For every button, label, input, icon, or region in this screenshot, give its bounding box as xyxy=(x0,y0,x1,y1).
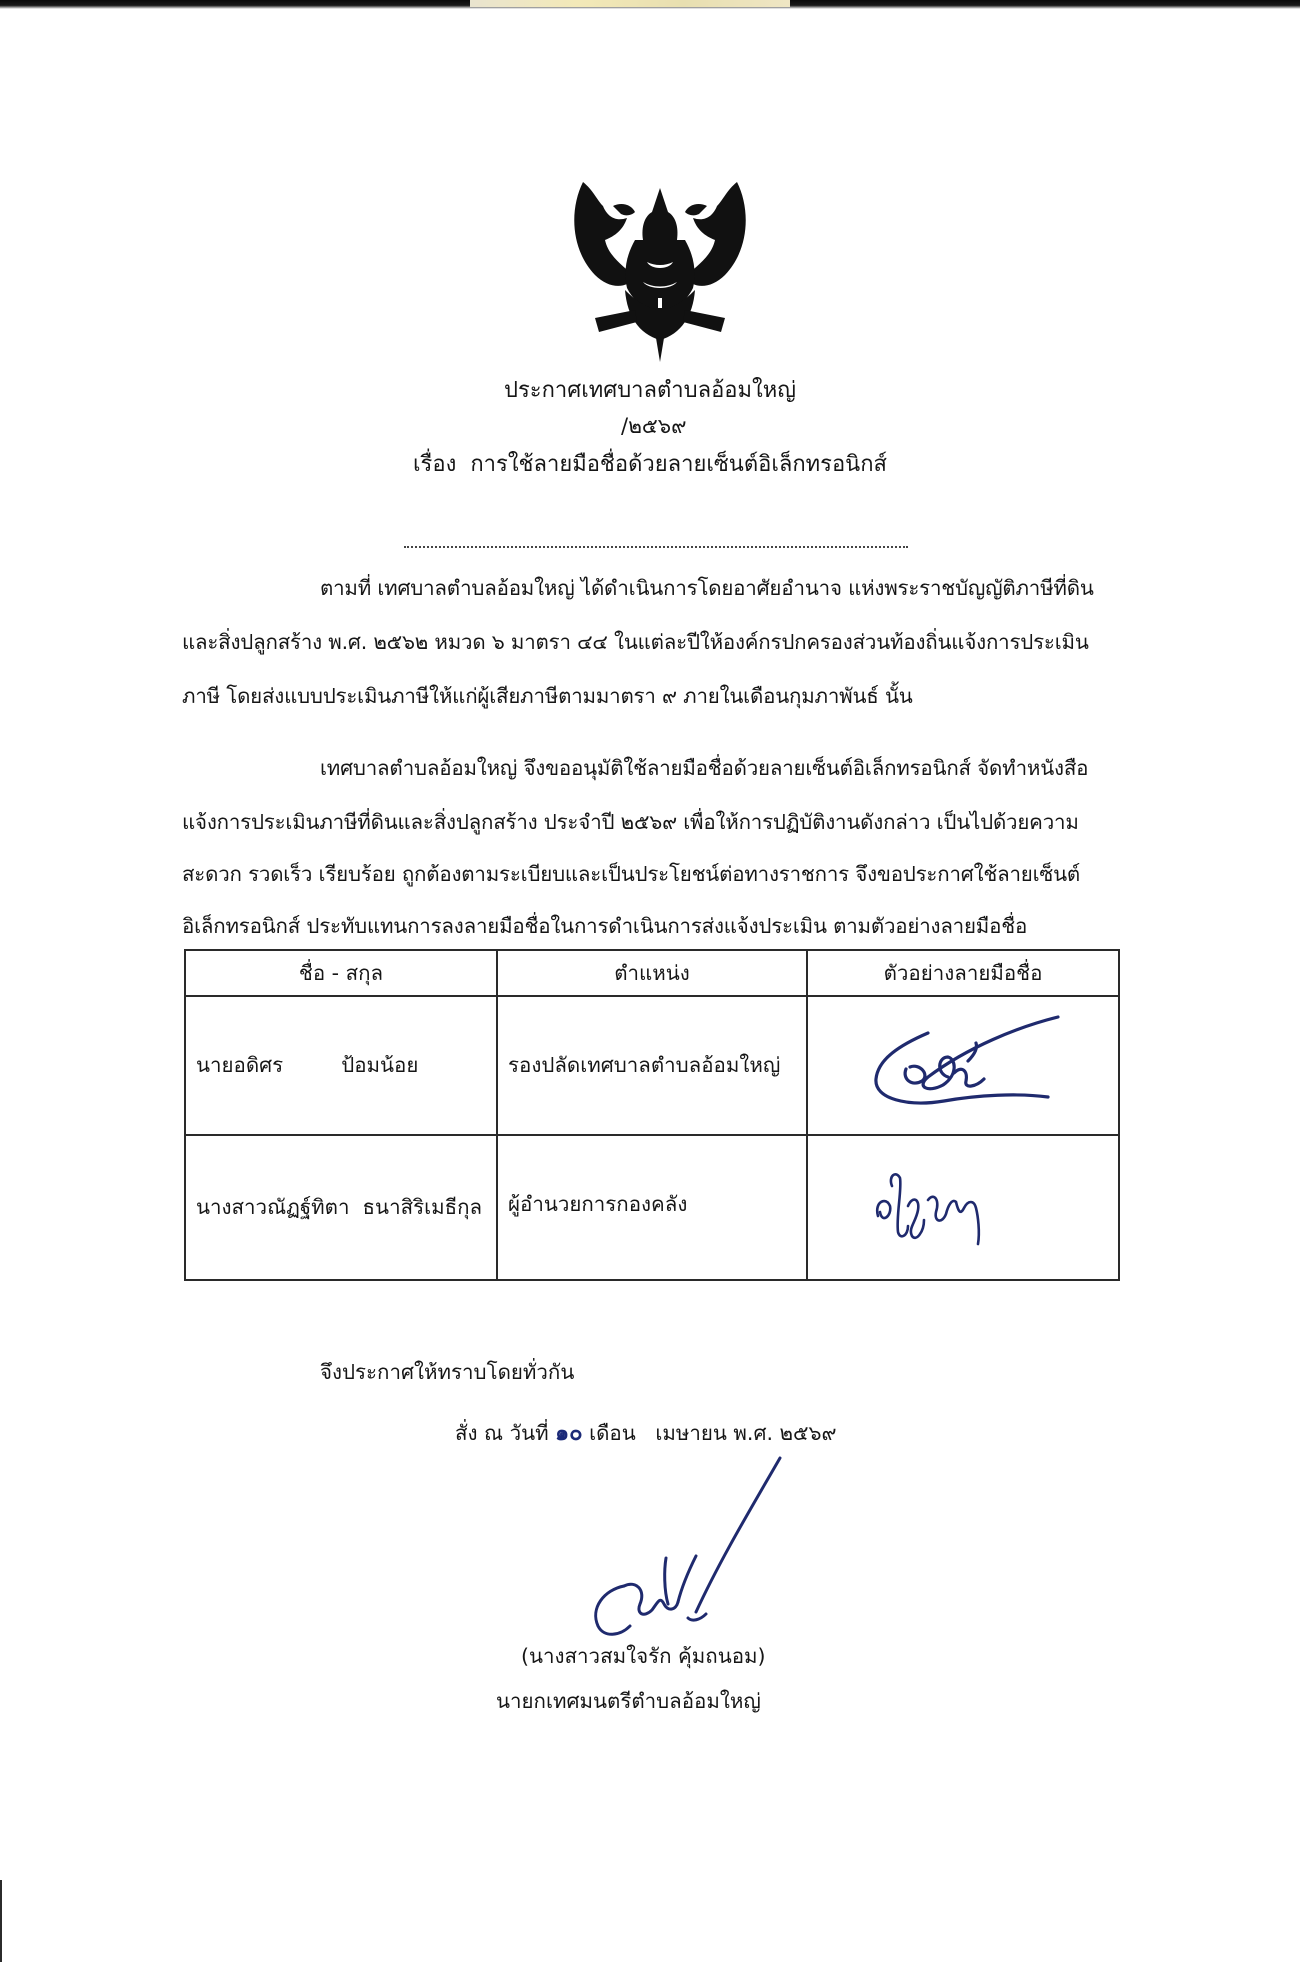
paragraph-2-line-1: เทศบาลตำบลอ้อมใหญ่ จึงขออนุมัติใช้ลายมือชื่อด้วยลายเซ็นต์อิเล็กทรอนิกส์ จัดทำหนังสือ xyxy=(320,756,1089,780)
garuda-emblem-icon xyxy=(565,170,755,365)
scan-edge-highlight xyxy=(470,0,790,7)
paragraph-2-line-2: แจ้งการประเมินภาษีที่ดินและสิ่งปลูกสร้าง ประจำปี ๒๕๖๙ เพื่อให้การปฏิบัติงานดังกล่าว เป็นไปด้วยความ xyxy=(182,810,1079,834)
first-name: นายอดิศร xyxy=(196,1053,284,1077)
signature-sample-table xyxy=(184,949,1120,1281)
header-position: ตำแหน่ง xyxy=(497,950,807,996)
first-name: นางสาวณัฏฐ์ทิตา xyxy=(196,1195,350,1219)
date-day: ๑๐ xyxy=(555,1421,583,1446)
cell-name xyxy=(185,996,497,1135)
cell-signature xyxy=(807,1135,1119,1280)
cell-signature xyxy=(807,996,1119,1135)
scan-left-edge xyxy=(0,1880,2,1962)
date-year-label: พ.ศ. xyxy=(733,1421,773,1445)
separator-dotted-line xyxy=(404,546,908,548)
date-prefix: สั่ง ณ วันที่ xyxy=(455,1421,549,1445)
document-subject xyxy=(0,446,1300,481)
handwritten-signature-icon xyxy=(808,1136,1122,1273)
closing-statement: จึงประกาศให้ทราบโดยทั่วกัน xyxy=(320,1360,575,1384)
cell-position: ผู้อำนวยการกองคลัง xyxy=(497,1135,807,1280)
date-month-label: เดือน xyxy=(589,1421,636,1445)
scan-top-edge xyxy=(0,0,1300,9)
paragraph-1-line-3: ภาษี โดยส่งแบบประเมินภาษีให้แก่ผู้เสียภาษีตามมาตรา ๙ ภายในเดือนกุมภาพันธ์ นั้น xyxy=(182,684,913,708)
document-title: ประกาศเทศบาลตำบลอ้อมใหญ่ xyxy=(503,378,797,403)
signatory-name: (นางสาวสมใจรัก คุ้มถนอม) xyxy=(521,1644,766,1668)
paragraph-1-line-2: และสิ่งปลูกสร้าง พ.ศ. ๒๕๖๒ หมวด ๖ มาตรา ๔๔ ในแต่ละปีให้องค์กรปกครองส่วนท้องถิ่นแจ้งการประเมิน xyxy=(182,630,1089,654)
subject-label: เรื่อง xyxy=(413,452,457,477)
handwritten-signature-icon xyxy=(808,997,1122,1134)
date-month: เมษายน xyxy=(655,1421,727,1445)
mayor-signature-icon xyxy=(560,1440,860,1640)
signatory-position: นายกเทศมนตรีตำบลอ้อมใหญ่ xyxy=(496,1689,761,1713)
table-row xyxy=(185,1135,1119,1280)
header-signature: ตัวอย่างลายมือชื่อ xyxy=(807,950,1119,996)
document-number: /๒๕๖๙ xyxy=(621,414,687,438)
last-name: ธนาสิริเมธีกุล xyxy=(362,1195,483,1219)
table-header-row xyxy=(185,950,1119,996)
cell-name xyxy=(185,1135,497,1280)
header-name: ชื่อ - สกุล xyxy=(185,950,497,996)
last-name: ป้อมน้อย xyxy=(341,1053,419,1077)
table-row xyxy=(185,996,1119,1135)
paragraph-2-line-4: อิเล็กทรอนิกส์ ประทับแทนการลงลายมือชื่อในการดำเนินการส่งแจ้งประเมิน ตามตัวอย่างลายมือชื่อ xyxy=(182,914,1028,938)
paragraph-2-line-3: สะดวก รวดเร็ว เรียบร้อย ถูกต้องตามระเบียบและเป็นประโยชน์ต่อทางราชการ จึงขอประกาศใช้ลายเซ็นต์ xyxy=(182,862,1081,886)
paragraph-1-line-1: ตามที่ เทศบาลตำบลอ้อมใหญ่ ได้ดำเนินการโดยอาศัยอำนาจ แห่งพระราชบัญญัติภาษีที่ดิน xyxy=(320,576,1094,600)
date-year: ๒๕๖๙ xyxy=(779,1421,837,1445)
cell-position: รองปลัดเทศบาลตำบลอ้อมใหญ่ xyxy=(497,996,807,1135)
subject-text: การใช้ลายมือชื่อด้วยลายเซ็นต์อิเล็กทรอนิกส์ xyxy=(470,452,887,477)
